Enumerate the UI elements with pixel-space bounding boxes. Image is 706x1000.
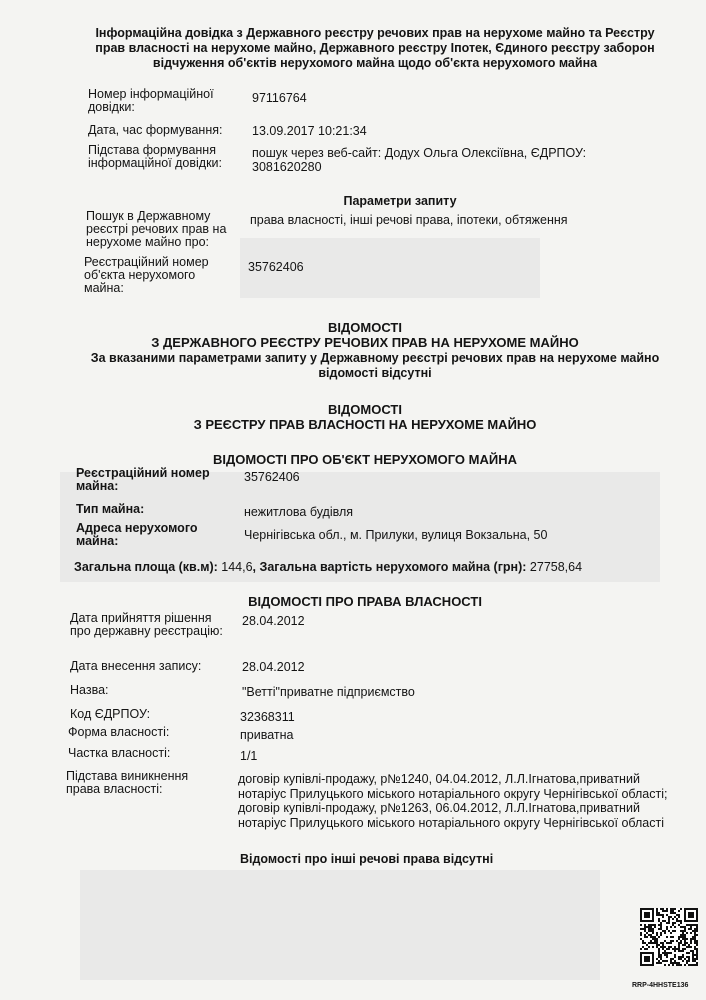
params-regnum-value: 35762406 bbox=[248, 260, 304, 274]
object-type-value: нежитлова будівля bbox=[244, 505, 354, 519]
info-datetime-value: 13.09.2017 10:21:34 bbox=[252, 124, 367, 138]
object-area-label: Загальна площа (кв.м): bbox=[74, 560, 218, 574]
info-number-label: Номер інформаційної довідки: bbox=[88, 87, 214, 114]
rights-edrpou-value: 32368311 bbox=[240, 710, 295, 724]
info-basis-value: пошук через веб-сайт: Додух Ольга Олексіївна, ЄДРПОУ: 3081620280 bbox=[252, 146, 587, 174]
ownership-registry-title bbox=[100, 402, 630, 432]
object-type-label: Тип майна: bbox=[76, 502, 145, 516]
rights-share-label: Частка власності: bbox=[68, 746, 171, 760]
object-title: ВІДОМОСТІ ПРО ОБ'ЄКТ НЕРУХОМОГО МАЙНА bbox=[212, 452, 517, 467]
qr-caption: RRP-4HHSTE136 bbox=[632, 982, 689, 989]
params-title: Параметри запиту bbox=[343, 194, 457, 208]
rights-record-date-value: 28.04.2012 bbox=[242, 660, 305, 674]
qr-code-graphic bbox=[640, 908, 698, 966]
rights-decision-date-value: 28.04.2012 bbox=[242, 614, 305, 628]
rights-share-value: 1/1 bbox=[240, 749, 258, 763]
rights-title: ВІДОМОСТІ ПРО ПРАВА ВЛАСНОСТІ bbox=[248, 594, 482, 609]
rights-name-value: "Ветті"приватне підприємство bbox=[242, 685, 415, 699]
params-regnum-label: Реєстраційний номер об'єкта нерухомого майна: bbox=[84, 255, 209, 295]
info-datetime-label: Дата, час формування: bbox=[88, 123, 223, 137]
object-address-value: Чернігівська обл., м. Прилуки, вулиця Вокзальна, 50 bbox=[244, 528, 548, 542]
params-search-label: Пошук в Державному реєстрі речових прав на нерухоме майно про: bbox=[86, 209, 227, 249]
object-cost-value: 27758,64 bbox=[529, 560, 583, 574]
object-area-cost-line bbox=[74, 560, 694, 574]
ownership-registry-title-line2: З РЕЄСТРУ ПРАВ ВЛАСНОСТІ НА НЕРУХОМЕ МАЙНО bbox=[193, 417, 537, 432]
object-regnum-label: Реєстраційний номер майна: bbox=[76, 466, 210, 493]
state-registry-note: За вказаними параметрами запиту у Державному реєстрі речових прав на нерухоме майно відомості відсутні bbox=[90, 351, 660, 380]
rights-other-rights-note: Відомості про інші речові права відсутні bbox=[240, 852, 494, 866]
rights-name-label: Назва: bbox=[70, 683, 109, 697]
object-cost-label: , Загальна вартість нерухомого майна (грн): bbox=[252, 560, 527, 574]
info-basis-label: Підстава формування інформаційної довідки: bbox=[88, 143, 223, 170]
rights-form-value: приватна bbox=[240, 728, 294, 742]
object-area-value: 144,6 bbox=[221, 560, 253, 574]
rights-decision-date-label: Дата прийняття рішення про державну реєстрацію: bbox=[70, 611, 223, 638]
state-registry-title-line2: З ДЕРЖАВНОГО РЕЄСТРУ РЕЧОВИХ ПРАВ НА НЕРУХОМЕ МАЙНО bbox=[151, 335, 579, 350]
rights-record-date-label: Дата внесення запису: bbox=[70, 659, 202, 673]
state-registry-title-line1: ВІДОМОСТІ bbox=[328, 320, 402, 335]
qr-code bbox=[640, 908, 698, 966]
rights-basis-label: Підстава виникнення права власності: bbox=[66, 769, 189, 796]
info-number-value: 97116764 bbox=[252, 91, 307, 105]
rights-edrpou-label: Код ЄДРПОУ: bbox=[70, 707, 151, 721]
params-search-value: права власності, інші речові права, іпотеки, обтяження bbox=[250, 213, 568, 227]
scan-noise bbox=[80, 870, 600, 980]
rights-form-label: Форма власності: bbox=[68, 725, 170, 739]
document-title: Інформаційна довідка з Державного реєстру речових прав на нерухоме майно та Реєстру прав власності на нерухоме майно, Державного реєстру Іпотек, Єдиного реєстру заборон відчуження об'єктів нерухомого майна щодо об'єкта нерухомого майна bbox=[95, 26, 655, 70]
ownership-registry-title-line1: ВІДОМОСТІ bbox=[328, 402, 402, 417]
rights-basis-value: договір купівлі-продажу, р№1240, 04.04.2012, Л.Л.Ігнатова,приватний нотаріус Прилуцького міського нотаріального округу Чернігівської області; договір купівлі-продажу, р№1263, 06.04.2012, Л.Л.Ігнатова,приватний нотаріус Прилуцького міського нотаріального округу Чернігівської області bbox=[238, 772, 668, 830]
state-registry-title bbox=[100, 320, 630, 350]
object-address-label: Адреса нерухомого майна: bbox=[76, 521, 198, 548]
object-regnum-value: 35762406 bbox=[244, 470, 300, 484]
